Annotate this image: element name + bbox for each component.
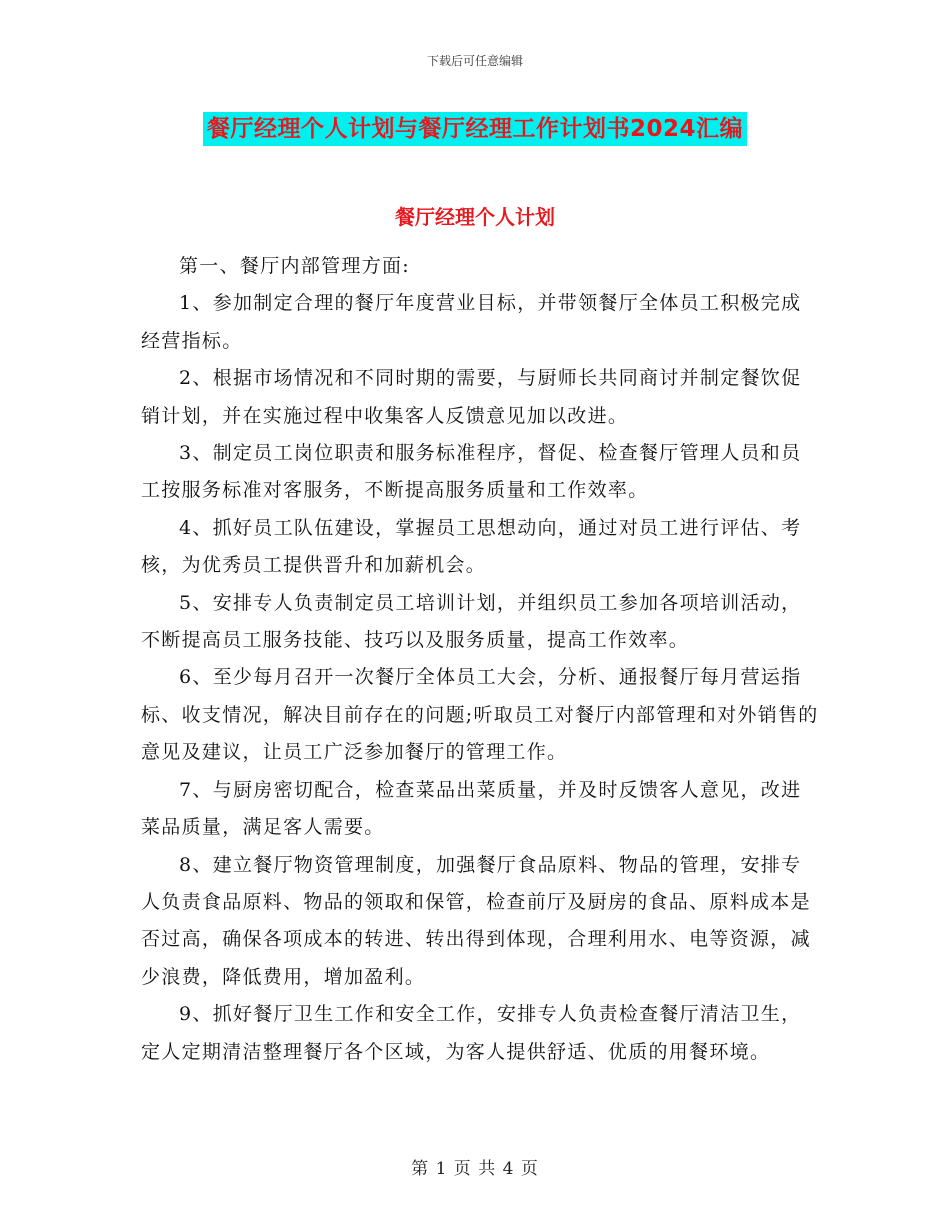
paragraph-item: 8、建立餐厅物资管理制度，加强餐厅食品原料、物品的管理，安排专人负责食品原料、物品的领取和保管，检查前厅及厨房的食品、原料成本是否过高，确保各项成本的转进、转出得到体现，合理利用水、电等资源，减少浪费，降低费用，增加盈利。 [141,853,811,988]
section-title: 餐厅经理个人计划 [395,205,555,229]
paragraph-item: 5、安排专人负责制定员工培训计划，并组织员工参加各项培训活动，不断提高员工服务技能、技巧以及服务质量，提高工作效率。 [141,591,802,652]
page-number: 第 1 页 共 4 页 [411,1159,539,1179]
header-note: 下载后可任意编辑 [426,54,523,68]
document-title-container [0,112,950,146]
paragraph-item: 7、与厨房密切配合，检查菜品出菜质量，并及时反馈客人意见，改进菜品质量，满足客人需要。 [141,778,802,839]
paragraph-item: 6、至少每月召开一次餐厅全体员工大会，分析、通报餐厅每月营运指标、收支情况，解决目前存在的问题;听取员工对餐厅内部管理和对外销售的意见及建议，让员工广泛参加餐厅的管理工作。 [141,666,819,764]
paragraph-item: 1、参加制定合理的餐厅年度营业目标，并带领餐厅全体员工积极完成经营指标。 [141,292,802,352]
document-body [141,248,821,1071]
paragraph-heading: 第一、餐厅内部管理方面: [179,255,411,277]
paragraph-item: 3、制定员工岗位职责和服务标准程序，督促、检查餐厅管理人员和员工按服务标准对客服务，不断提高服务质量和工作效率。 [141,442,802,502]
paragraph-item: 9、抓好餐厅卫生工作和安全工作，安排专人负责检查餐厅清洁卫生，定人定期清洁整理餐厅各个区域，为客人提供舒适、优质的用餐环境。 [141,1003,802,1063]
document-title: 餐厅经理个人计划与餐厅经理工作计划书2024汇编 [203,112,747,146]
paragraph-item: 4、抓好员工队伍建设，掌握员工思想动向，通过对员工进行评估、考核，为优秀员工提供晋升和加薪机会。 [141,516,802,577]
paragraph-item: 2、根据市场情况和不同时期的需要，与厨师长共同商讨并制定餐饮促销计划，并在实施过程中收集客人反馈意见加以改进。 [141,367,802,427]
